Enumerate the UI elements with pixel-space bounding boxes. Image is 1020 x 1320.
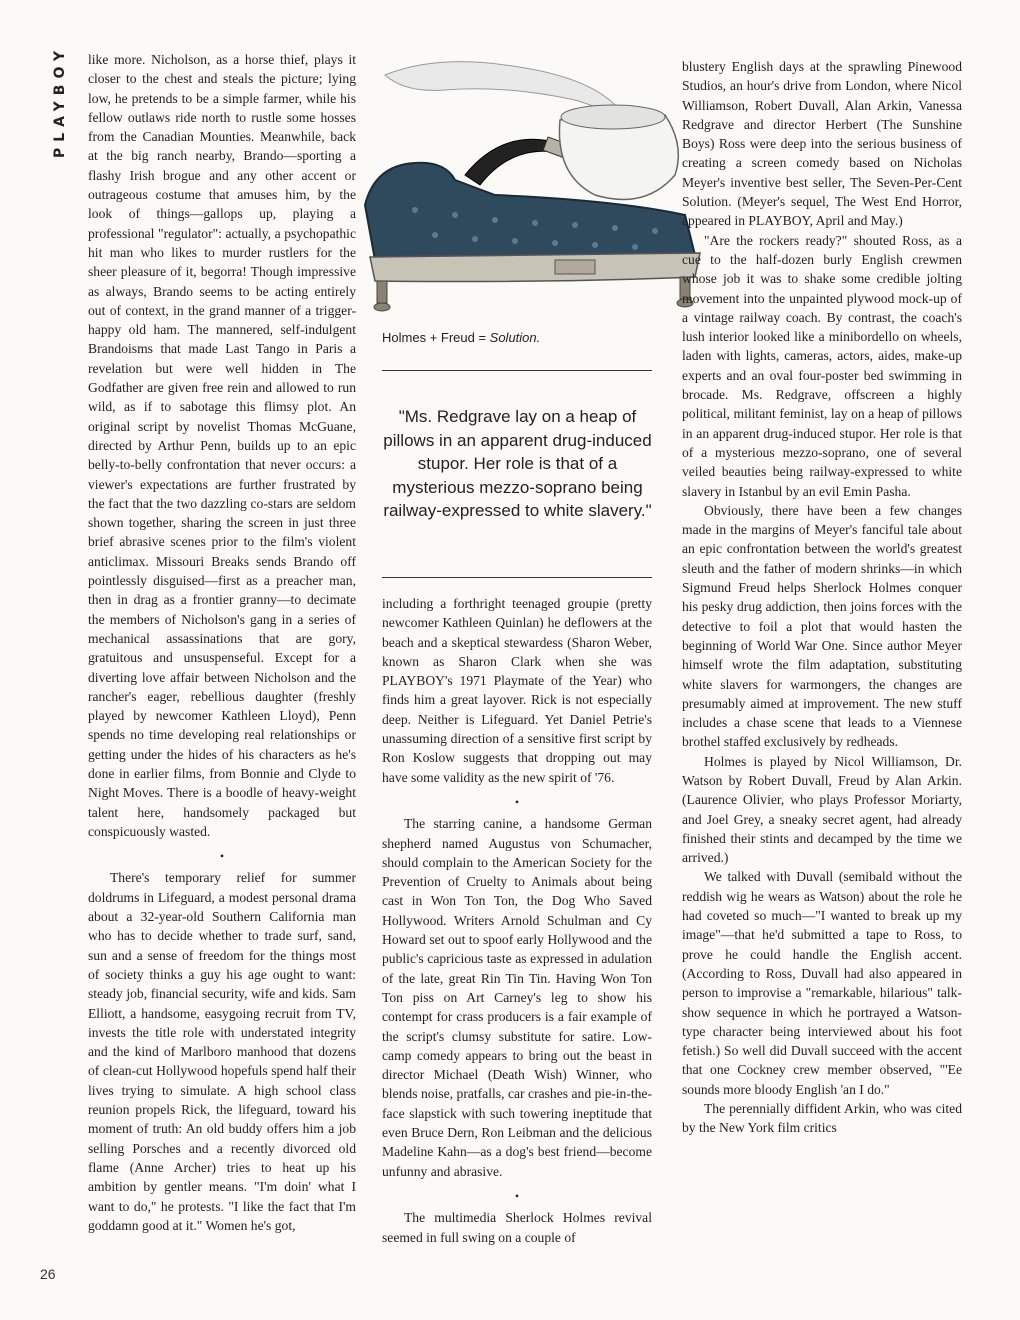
caption-title: Solution. — [489, 330, 541, 345]
section-bullet: • — [514, 1188, 520, 1203]
section-bullet: • — [219, 849, 225, 864]
col2-paragraph-2: The starring canine, a handsome German shepherd named Augustus von Schumacher, should complain to the American Society for the Prevention of Cruelty to Animals about being cast in Won Ton Ton, the Dog Who Saved Hollywood. Writers Arnold Schulman and Cy Howard set out to spoof early Hollywood and the public's capricious taste as expressed in adulation of the late, great Rin Tin Tin. Having Won Ton Ton piss on Art Carney's leg to show his contempt for crass producers is a fair example of the script's clumsy substitute for satire. Low-camp comedy appears to bring out the beast in director Michael (Death Wish) Winner, who blends noise, pratfalls, car crashes and pie-in-the-face slapstick with such towering ineptitude that even Bruce Dern, Ron Leibman and the delicious Madeline Kahn—as a dog's best friend—become unfunny and abrasive. — [382, 816, 652, 1179]
col1-paragraph-2: There's temporary relief for summer doldrums in Lifeguard, a modest personal drama about a 32-year-old Southern California man who has to decide whether to trade surf, sand, sun and a sense of freedom for the things most of society thinks a guy his age ought to want: steady job, financial security, wife and kids. Sam Elliott, a handsome, easygoing recruit from TV, invests the title role with understated integrity and the kind of Marlboro manhood that dozens of clean-cut Hollywood hopefuls spend half their lives trying to simulate. A high school class reunion propels Rick, the lifeguard, toward his moment of truth: An old buddy offers him a job selling Porsches and a recently divorced old flame (Anne Archer) tries to heat up his ambition by gentler means. "I'm doin' what I want to do," he protests. "I like the fact that I'm goddamn good at it." Women he's got, — [88, 870, 356, 1233]
col2-paragraph-3: The multimedia Sherlock Holmes revival seemed in full swing on a couple of — [382, 1210, 652, 1245]
column-3 — [682, 57, 962, 1138]
column-1 — [88, 50, 356, 1235]
pipe-chaise-illustration — [355, 45, 715, 325]
col3-paragraph-3: Obviously, there have been a few changes made in the margins of Meyer's fanciful tale about an epic confrontation between the world's greatest sleuth and the father of modern shrinks—in which Sigmund Freud helps Sherlock Holmes conquer his pesky drug addiction, then joins forces with the detective to foil a plot that would hasten the beginning of World War One. Since author Meyer himself wrote the film adaptation, substituting white slavers for warmongers, the changes are presumably aimed at improvement. The new stuff includes a chase scene that leads to a Viennese brothel staffed exclusively by redheads. — [682, 502, 962, 750]
page-number: 26 — [40, 1266, 56, 1282]
masthead: PLAYBOY — [52, 45, 68, 159]
caption-prefix: Holmes + Freud = — [382, 330, 490, 345]
pull-quote: "Ms. Redgrave lay on a heap of pillows in an apparent drug-induced stupor. Her role is that of a mysterious mezzo-soprano being railway-expressed to white slavery." — [383, 407, 652, 520]
col2-paragraph-1: including a forthright teenaged groupie (pretty newcomer Kathleen Quinlan) he deflowers at the beach and a skeptical stewardess (Sharon Weber, known as Sharon Clark when she was PLAYBOY's 1971 Playmate of the Year) who finds him a great layover. Rick is not especially deep. Neither is Lifeguard. Yet Daniel Petrie's unassuming direction of a sensitive first script by Ron Koslow suggests that dropping out may have some validity as the new spirit of '76. — [382, 596, 652, 785]
column-2 — [382, 594, 652, 1247]
col3-paragraph-5: We talked with Duvall (semibald without the reddish wig he wears as Watson) about the role he had coveted so much—"I wanted to break up my image"—that he'd submitted a tape to Ross, to prove he could handle the English accent. (According to Ross, Duvall had also appeared in person to improvise a "remarkable, hilarious" talk-show sequence in which he portrayed a Watson-type character being interviewed about his foot fetish.) So well did Duvall succeed with the accent that one Cockney crew member observed, "'Ee sounds more bloody English 'an I do." — [682, 869, 962, 1097]
col1-paragraph-1: like more. Nicholson, as a horse thief, plays it closer to the chest and steals the picture; lying low, he pretends to be a simple farmer, while his fellow outlaws ride north to rustle some hosses from the Canadian Mounties. Meanwhile, back at the big ranch nearby, Brando—sporting a flashy Irish brogue and any other accent or outrageous costume that amuses him, by the look of things—gallops up, playing a professional "regulator": actually, a psychopathic hit man who likes to murder rustlers for the sheer pleasure of it, begorra! Though impressive as always, Brando seems to be acting entirely out of context, in the grand manner of a trigger-happy old ham. The mannered, self-indulgent Brandoisms that made Last Tango in Paris a revelation but were well hidden in The Godfather are given free rein and allowed to run wild, as if to sabotage this flimsy plot. An original script by novelist Thomas McGuane, directed by Arthur Penn, builds up to an epic belly-to-belly confrontation that never occurs: a viewer's expectations are further frustrated by the fact that the two dazzling co-stars are seldom shown together, sharing the screen in just three brief abrasive scenes prior to the film's violent anticlimax. Missouri Breaks sends Brando off pointlessly disguised—first as a preacher man, then in drag as a frontier granny—to decimate the members of Nicholson's gang in a series of mechanical assassinations that are gory, gratuitous and unsuspenseful. Except for a diverting love affair between Nicholson and the rancher's eager, rebellious daughter (freshly played by newcomer Kathleen Lloyd), Penn spends no time developing real relationships or getting under the hides of his characters as he's done in earlier films, from Bonnie and Clyde to Night Moves. There is a boodle of heavy-weight talent here, handsomely packaged but conspicuously wasted. — [88, 52, 356, 839]
col3-paragraph-2: "Are the rockers ready?" shouted Ross, as a cue to the half-dozen burly English crewmen whose job it was to shake some credible jolting movement into the unpainted plywood mock-up of a vintage railway coach. By contrast, the coach's lush interior looked like a minibordello on wheels, laden with lights, cameras, actors, aides, make-up experts and an oval four-poster bed swimming in brocade. Ms. Redgrave, offscreen a highly political, militant feminist, lay on a heap of pillows in an apparent drug-induced stupor. Her role is that of a mysterious mezzo-soprano, one of several veiled beauties being railway-expressed to white slavery in Istanbul by an evil Emin Pasha. — [682, 232, 962, 499]
chaise-base — [370, 253, 700, 282]
col3-paragraph-4: Holmes is played by Nicol Williamson, Dr. Watson by Robert Duvall, Freud by Alan Arkin. (Laurence Olivier, who plays Professor Moriarty, and Joel Grey, a sneaky secret agent, had already finished their stints and decamped by the time we arrived.) — [682, 753, 962, 866]
pull-quote-bottom-rule — [382, 577, 652, 578]
col3-paragraph-1: blustery English days at the sprawling Pinewood Studios, an hour's drive from London, where Nicol Williamson, Robert Duvall, Alan Arkin, Vanessa Redgrave and director Herbert (The Sunshine Boys) Ross were deep into the serious business of creating a screen comedy based on Nicholas Meyer's inventive best seller, The Seven-Per-Cent Solution. (Meyer's sequel, The West End Horror, appeared in PLAYBOY, April and May.) — [682, 59, 962, 229]
col3-paragraph-6: The perennially diffident Arkin, who was cited by the New York film critics — [682, 1101, 962, 1136]
section-bullet: • — [514, 794, 520, 809]
illustration-caption — [382, 330, 540, 345]
pull-quote-top-rule — [382, 370, 652, 371]
